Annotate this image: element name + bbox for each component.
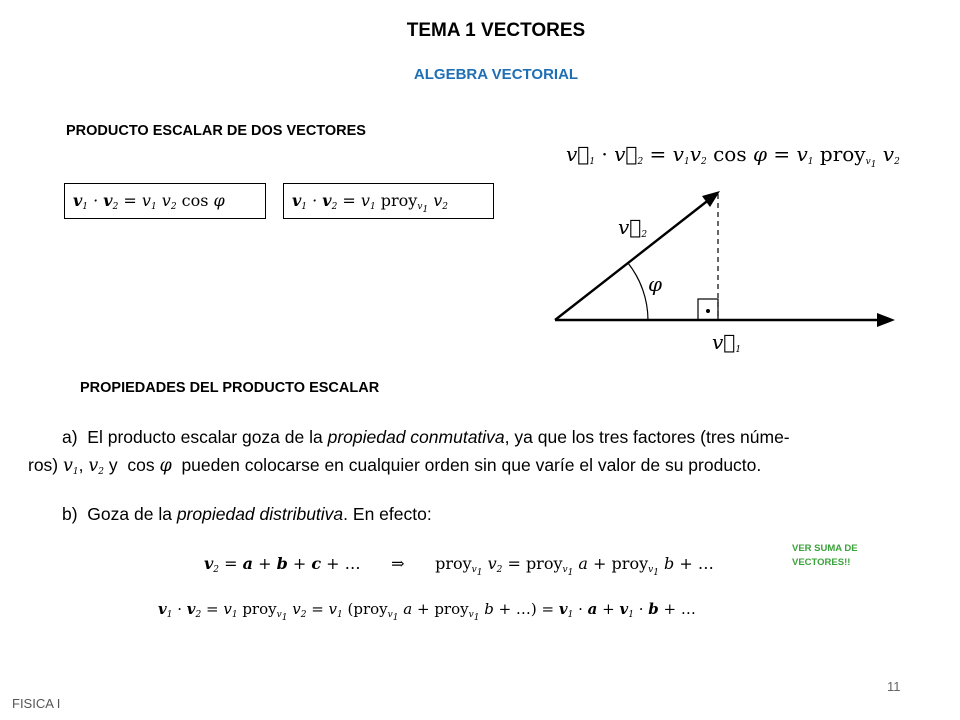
property-b-line: b) Goza de la propiedad distributiva. En efecto: xyxy=(62,504,432,524)
angle-arc xyxy=(628,263,648,320)
property-a-emphasis: propiedad conmutativa xyxy=(327,427,505,447)
note-ver-suma[interactable]: VER SUMA DE VECTORES!! xyxy=(792,543,858,568)
page-number: 11 xyxy=(887,679,901,694)
equation-decomposition: $v_2 = a + b + c$ + … ⇒ proy$_{v_1}$ $v_2$ = proy$_{v_1}$ a + proy$_{v_1}$ b + … xyxy=(204,554,714,578)
label-v1: $v⃗_1$ xyxy=(712,330,742,355)
vector-v2-line xyxy=(555,195,715,320)
right-angle-dot xyxy=(706,309,710,313)
vector-v2-arrowhead xyxy=(702,191,720,207)
property-a-marker: a) xyxy=(62,427,78,447)
diagram-formula: $v⃗_1$ · $v⃗_2 = v_1v_2$ $\cos \varphi = v_1$ proy$_{v_1}$ $v_2$ xyxy=(566,142,900,170)
section-heading-properties: PROPIEDADES DEL PRODUCTO ESCALAR xyxy=(80,380,380,396)
property-a-line-1: a) El producto escalar goza de la propiedad conmutativa, ya que los tres factores (tres núme- xyxy=(62,427,790,447)
slide-title: TEMA 1 VECTORES xyxy=(406,20,586,41)
formula-box-cos: $v_1 \cdot v_2 = v_1$ $v_2$ cos φ xyxy=(64,183,266,219)
property-b-emphasis: propiedad distributiva xyxy=(176,504,344,524)
slide-subtitle: ALGEBRA VECTORIAL xyxy=(413,66,579,83)
vector-v1-arrowhead xyxy=(877,313,895,327)
property-a-line-2: ros) $v_1$, $v_2$ y cos φ pueden colocarse en cualquier orden sin que varíe el valor de su producto. xyxy=(28,455,762,477)
label-v2: $v⃗_2$ xyxy=(618,215,648,240)
formula-box-proy: $v_1 \cdot v_2 = v_1$ proy$_{v_1}$ $v_2$ xyxy=(283,183,494,219)
equation-distributive: $v_1 \cdot v_2 = v_1$ proy$_{v_1}$ $v_2 = v_1$ (proy$_{v_1}$ a + proy$_{v_1}$ b + …) = $v_1 \cdot a + v_1 \cdot b$ + … xyxy=(158,600,696,623)
section-heading-dot-product: PRODUCTO ESCALAR DE DOS VECTORES xyxy=(66,123,366,139)
footer-course: FISICA I xyxy=(12,696,61,711)
property-b-marker: b) xyxy=(62,504,78,524)
label-angle-phi: φ xyxy=(648,272,663,296)
